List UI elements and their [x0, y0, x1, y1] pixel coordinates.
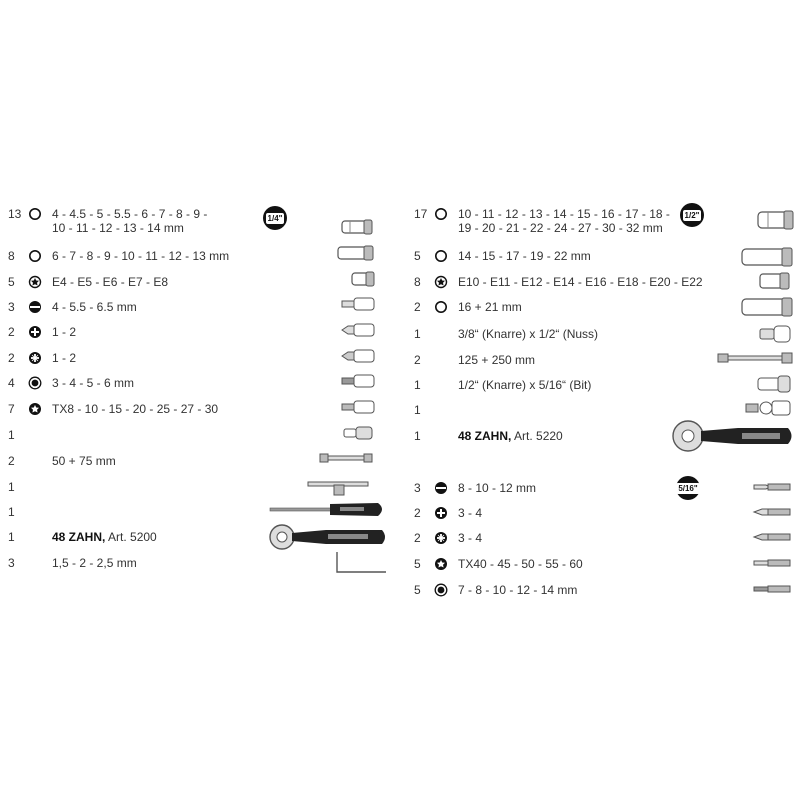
quantity: 2	[414, 300, 421, 314]
screwdriver-handle-illustration	[268, 500, 388, 520]
socket-illustration	[336, 244, 376, 262]
quantity: 7	[8, 402, 15, 416]
torx-socket-icon	[28, 275, 42, 289]
pozidriv-bit-illustration	[752, 531, 794, 543]
item-spec: 4 - 5.5 - 6.5 mm	[52, 300, 137, 314]
ratchet-illustration	[266, 522, 390, 552]
quantity: 2	[8, 351, 15, 365]
quantity: 2	[414, 506, 421, 520]
quantity: 17	[414, 207, 428, 221]
pozidriv-bit-icon	[28, 351, 42, 365]
quantity: 8	[8, 249, 15, 263]
article-number: Art. 5200	[105, 530, 157, 544]
item-spec: E4 - E5 - E6 - E7 - E8	[52, 275, 169, 289]
quantity: 2	[414, 353, 421, 367]
drive-size-badge-five-sixteenth-inch: 5/16"	[676, 476, 700, 500]
quantity: 5	[414, 557, 421, 571]
adapter-illustration	[340, 425, 376, 441]
spark-plug-socket-illustration	[740, 296, 796, 318]
hex-socket-icon	[434, 300, 448, 314]
item-spec: 125 + 250 mm	[458, 353, 536, 367]
pozidriv-bit-socket-illustration	[340, 348, 376, 364]
torx-socket-illustration	[758, 271, 792, 291]
bit-adapter-illustration	[756, 374, 794, 394]
item-spec: TX8 - 10 - 15 - 20 - 25 - 27 - 30	[52, 402, 219, 416]
item-spec: 50 + 75 mm	[52, 454, 116, 468]
phillips-bit-icon	[28, 325, 42, 339]
adapter-illustration	[758, 324, 794, 344]
hex-socket-icon	[28, 249, 42, 263]
ratchet-teeth-label: 48 ZAHN,	[52, 530, 106, 544]
phillips-bit-icon	[434, 506, 448, 520]
slotted-bit-socket-illustration	[340, 296, 376, 312]
quantity: 5	[414, 249, 421, 263]
drive-size-badge-quarter-inch: 1/4"	[263, 206, 287, 230]
quantity: 1	[8, 428, 15, 442]
ratchet-illustration	[668, 418, 796, 454]
long-socket-illustration	[740, 246, 796, 268]
quantity: 13	[8, 207, 22, 221]
item-spec: 16 + 21 mm	[458, 300, 522, 314]
deep-socket-illustration	[340, 218, 376, 236]
item-spec: E10 - E11 - E12 - E14 - E16 - E18 - E20 - E22	[458, 275, 703, 289]
quantity: 2	[8, 325, 15, 339]
quantity: 3	[414, 481, 421, 495]
ratchet-teeth-label: 48 ZAHN,	[458, 429, 512, 443]
quantity: 1	[414, 327, 421, 341]
item-spec: 3/8“ (Knarre) x 1/2“ (Nuss)	[458, 327, 599, 341]
extension-bar-illustration	[318, 451, 376, 465]
item-spec: 8 - 10 - 12 mm	[458, 481, 537, 495]
hex-key-bit-icon	[434, 583, 448, 597]
hex-socket-icon	[434, 207, 448, 221]
item-spec: 6 - 7 - 8 - 9 - 10 - 11 - 12 - 13 mm	[52, 249, 230, 263]
drive-size-badge-half-inch: 1/2"	[680, 203, 704, 227]
hex-key-bit-icon	[28, 376, 42, 390]
quantity: 5	[414, 583, 421, 597]
item-spec: TX40 - 45 - 50 - 55 - 60	[458, 557, 583, 571]
item-spec: 4 - 4.5 - 5 - 5.5 - 6 - 7 - 8 - 9 -	[52, 207, 208, 221]
deep-socket-illustration	[756, 208, 796, 232]
quantity: 1	[8, 505, 15, 519]
item-spec: 1 - 2	[52, 351, 77, 365]
torx-bit-illustration	[752, 557, 794, 569]
torx-bit-icon	[28, 402, 42, 416]
item-spec: 7 - 8 - 10 - 12 - 14 mm	[458, 583, 578, 597]
t-handle-illustration	[306, 478, 376, 498]
item-spec-line-2: 19 - 20 - 21 - 22 - 24 - 27 - 30 - 32 mm	[458, 221, 663, 235]
torx-socket-illustration	[350, 270, 376, 288]
item-spec: 14 - 15 - 17 - 19 - 22 mm	[458, 249, 591, 263]
extension-bar-illustration	[716, 350, 796, 366]
quantity: 8	[414, 275, 421, 289]
hex-socket-icon	[28, 207, 42, 221]
quantity: 5	[8, 275, 15, 289]
item-spec: 3 - 4	[458, 506, 483, 520]
quantity: 1	[414, 378, 421, 392]
hex-bit-illustration	[752, 583, 794, 595]
quantity: 4	[8, 376, 15, 390]
hex-socket-icon	[434, 249, 448, 263]
quantity: 2	[8, 454, 15, 468]
quantity: 3	[8, 556, 15, 570]
hex-key-illustration	[334, 550, 390, 576]
item-spec: 3 - 4	[458, 531, 483, 545]
slotted-bit-illustration	[752, 481, 794, 493]
item-spec: 1 - 2	[52, 325, 77, 339]
quantity: 1	[8, 480, 15, 494]
slotted-bit-icon	[434, 481, 448, 495]
pozidriv-bit-icon	[434, 531, 448, 545]
hex-bit-socket-illustration	[340, 373, 376, 389]
item-spec: 10 - 11 - 12 - 13 - 14 - 15 - 16 - 17 - 18 -	[458, 207, 670, 221]
phillips-bit-illustration	[752, 506, 794, 518]
quantity: 1	[8, 530, 15, 544]
item-spec: 1/2“ (Knarre) x 5/16“ (Bit)	[458, 378, 592, 392]
phillips-bit-socket-illustration	[340, 322, 376, 338]
slotted-bit-icon	[28, 300, 42, 314]
item-spec: 1,5 - 2 - 2,5 mm	[52, 556, 137, 570]
quantity: 2	[414, 531, 421, 545]
quantity: 1	[414, 403, 421, 417]
quantity: 1	[414, 429, 421, 443]
article-number: Art. 5220	[511, 429, 563, 443]
item-spec: 3 - 4 - 5 - 6 mm	[52, 376, 135, 390]
torx-socket-icon	[434, 275, 448, 289]
torx-bit-icon	[434, 557, 448, 571]
item-spec-line-2: 10 - 11 - 12 - 13 - 14 mm	[52, 221, 184, 235]
torx-bit-socket-illustration	[340, 399, 376, 415]
quantity: 3	[8, 300, 15, 314]
universal-joint-illustration	[744, 398, 794, 418]
